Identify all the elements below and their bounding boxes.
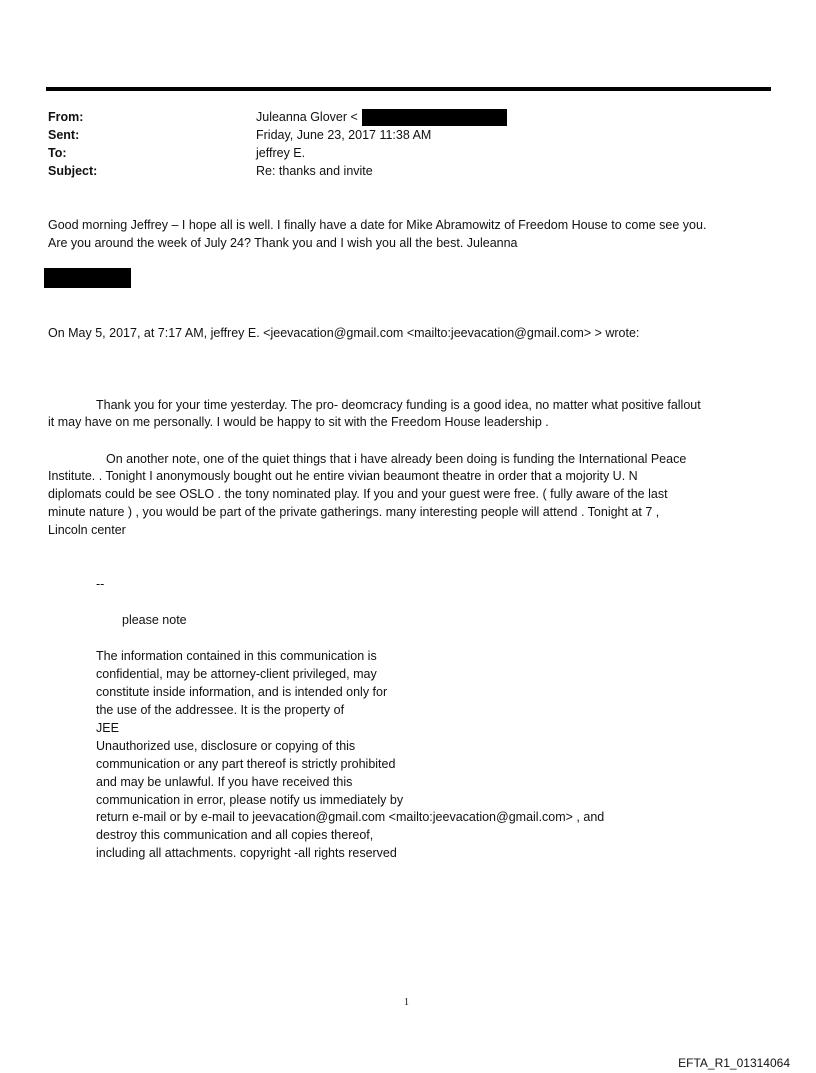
disclaimer-line: the use of the addressee. It is the property of xyxy=(96,703,345,717)
disclaimer-line: The information contained in this communication is xyxy=(96,649,377,663)
para2-line-4: minute nature ) , you would be part of the private gatherings. many interesting people will attend . Tonight at 7 , xyxy=(48,505,660,519)
para2-line-3: diplomats could be see OSLO . the tony nominated play. If you and your guest were free. ( fully aware of the last xyxy=(48,487,668,501)
para1-line-2: it may have on me personally. I would be happy to sit with the Freedom House leadership . xyxy=(48,415,549,429)
disclaimer-line: constitute inside information, and is intended only for xyxy=(96,685,388,699)
para1-line-1: Thank you for your time yesterday. The pro- deomcracy funding is a good idea, no matter what positive fallout xyxy=(96,398,701,412)
disclaimer-line: return e-mail or by e-mail to jeevacation@gmail.com <mailto:jeevacation@gmail.com> , and xyxy=(96,810,605,824)
to-value: jeffrey E. xyxy=(256,146,306,160)
greeting-line-1: Good morning Jeffrey – I hope all is well. I finally have a date for Mike Abramowitz of Freedom House to come see you. xyxy=(48,218,707,232)
document-id: EFTA_R1_01314064 xyxy=(678,1056,790,1070)
signature-dash: -- xyxy=(96,577,105,591)
sent-value: Friday, June 23, 2017 11:38 AM xyxy=(256,128,432,142)
disclaimer-line: JEE xyxy=(96,721,119,735)
disclaimer-line: Unauthorized use, disclosure or copying of this xyxy=(96,739,356,753)
quote-header: On May 5, 2017, at 7:17 AM, jeffrey E. <jeevacation@gmail.com <mailto:jeevacation@gmail.com> > wrote: xyxy=(48,326,640,340)
disclaimer-line: confidential, may be attorney-client privileged, may xyxy=(96,667,377,681)
sent-label: Sent: xyxy=(48,128,80,142)
please-note: please note xyxy=(122,613,187,627)
disclaimer-line: destroy this communication and all copies thereof, xyxy=(96,828,374,842)
greeting-line-2: Are you around the week of July 24? Thank you and I wish you all the best. Juleanna xyxy=(48,236,518,250)
disclaimer-line: including all attachments. copyright -all rights reserved xyxy=(96,846,397,860)
header-rule xyxy=(46,87,771,91)
from-label: From: xyxy=(48,110,84,124)
page-number: 1 xyxy=(404,997,409,1008)
redaction-box-email xyxy=(362,109,507,126)
para2-line-1: On another note, one of the quiet things that i have already been doing is funding the International Peace xyxy=(106,452,687,466)
to-label: To: xyxy=(48,146,67,160)
para2-line-5: Lincoln center xyxy=(48,523,126,537)
subject-label: Subject: xyxy=(48,164,98,178)
disclaimer-line: communication in error, please notify us immediately by xyxy=(96,793,404,807)
redaction-box-signature xyxy=(44,268,131,288)
disclaimer-line: communication or any part thereof is strictly prohibited xyxy=(96,757,396,771)
para2-line-2: Institute. . Tonight I anonymously bought out he entire vivian beaumont theatre in order that a mojority U. N xyxy=(48,469,638,483)
subject-value: Re: thanks and invite xyxy=(256,164,373,178)
disclaimer-line: and may be unlawful. If you have received this xyxy=(96,775,353,789)
from-name: Juleanna Glover < xyxy=(256,110,358,124)
